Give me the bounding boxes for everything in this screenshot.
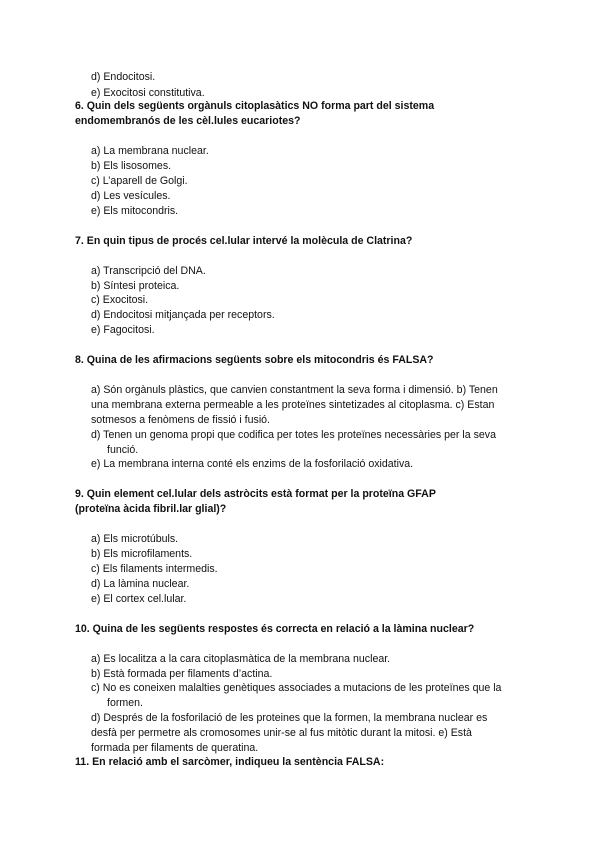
question-8-option-d-line1: d) Tenen un genoma propi que codifica per totes les proteïnes necessàries per la seva <box>91 429 496 441</box>
question-10-title: 10. Quina de les següents respostes és correcta en relació a la làmina nuclear? <box>75 623 475 635</box>
question-8-options-paragraph-line2: una membrana externa permeable a les proteïnes sintetizades al citoplasma. c) Estan <box>91 399 495 411</box>
question-10-option-c-line1: c) No es coneixen malalties genètiques associades a mutacions de les proteïnes que la <box>91 682 502 694</box>
question-7-option-c: c) Exocitosi. <box>91 294 149 306</box>
question-10-option-c-line2: formen. <box>107 697 143 709</box>
question-6-option-e: e) Els mitocondris. <box>91 205 179 217</box>
question-10-options-paragraph-line2: desfà per permetre als cromosomes unir-se al fus mitòtic durant la mitosi. e) Està <box>91 727 472 739</box>
question-7-option-d: d) Endocitosi mitjançada per receptors. <box>91 309 275 321</box>
question-6-option-d: d) Les vesícules. <box>91 190 171 202</box>
question-9-option-e: e) El cortex cel.lular. <box>91 593 187 605</box>
question-6-option-a: a) La membrana nuclear. <box>91 145 209 157</box>
question-7-option-a: a) Transcripció del DNA. <box>91 265 206 277</box>
question-10-option-b: b) Està formada per filaments d’actina. <box>91 668 273 680</box>
question-10-options-paragraph-line1: d) Després de la fosforilació de les proteines que la formen, la membrana nuclear es <box>91 712 488 724</box>
question-6-title-line2: endomembranós de les cèl.lules eucariotes? <box>75 115 301 127</box>
question-8-option-e: e) La membrana interna conté els enzims de la fosforilació oxidativa. <box>91 458 414 470</box>
question-9-option-b: b) Els microfilaments. <box>91 548 193 560</box>
question-7-option-e: e) Fagocitosi. <box>91 324 155 336</box>
question-8-options-paragraph-line3: sotmesos a fenòmens de fissió i fusió. <box>91 414 271 426</box>
question-6-option-c: c) L’aparell de Golgi. <box>91 175 188 187</box>
prev-option-e: e) Exocitosi constitutiva. <box>91 87 205 99</box>
question-9-title-line1: 9. Quin element cel.lular dels astròcits està format per la proteïna GFAP <box>75 488 436 500</box>
prev-option-d: d) Endocitosi. <box>91 71 156 83</box>
question-9-option-a: a) Els microtúbuls. <box>91 533 179 545</box>
question-8-title: 8. Quina de les afirmacions següents sobre els mitocondris és FALSA? <box>75 354 434 366</box>
question-9-title-line2: (proteïna àcida fibril.lar glial)? <box>75 503 227 515</box>
question-6-option-b: b) Els lisosomes. <box>91 160 172 172</box>
question-6-title-line1: 6. Quin dels següents orgànuls citoplasàtics NO forma part del sistema <box>75 100 435 112</box>
question-10-option-a: a) Es localitza a la cara citoplasmàtica de la membrana nuclear. <box>91 653 391 665</box>
question-9-option-c: c) Els filaments intermedis. <box>91 563 218 575</box>
question-10-options-paragraph-line3: formada per filaments de queratina. <box>91 742 259 754</box>
question-8-option-d-line2: funció. <box>107 444 139 456</box>
question-11-title: 11. En relació amb el sarcòmer, indiqueu la sentència FALSA: <box>75 756 385 768</box>
question-9-option-d: d) La làmina nuclear. <box>91 578 190 590</box>
question-7-option-b: b) Síntesi proteica. <box>91 280 180 292</box>
question-7-title: 7. En quin tipus de procés cel.lular intervé la molècula de Clatrina? <box>75 235 413 247</box>
question-8-options-paragraph-line1: a) Són orgànuls plàstics, que canvien constantment la seva forma i dimensió. b) Tenen <box>91 384 498 396</box>
